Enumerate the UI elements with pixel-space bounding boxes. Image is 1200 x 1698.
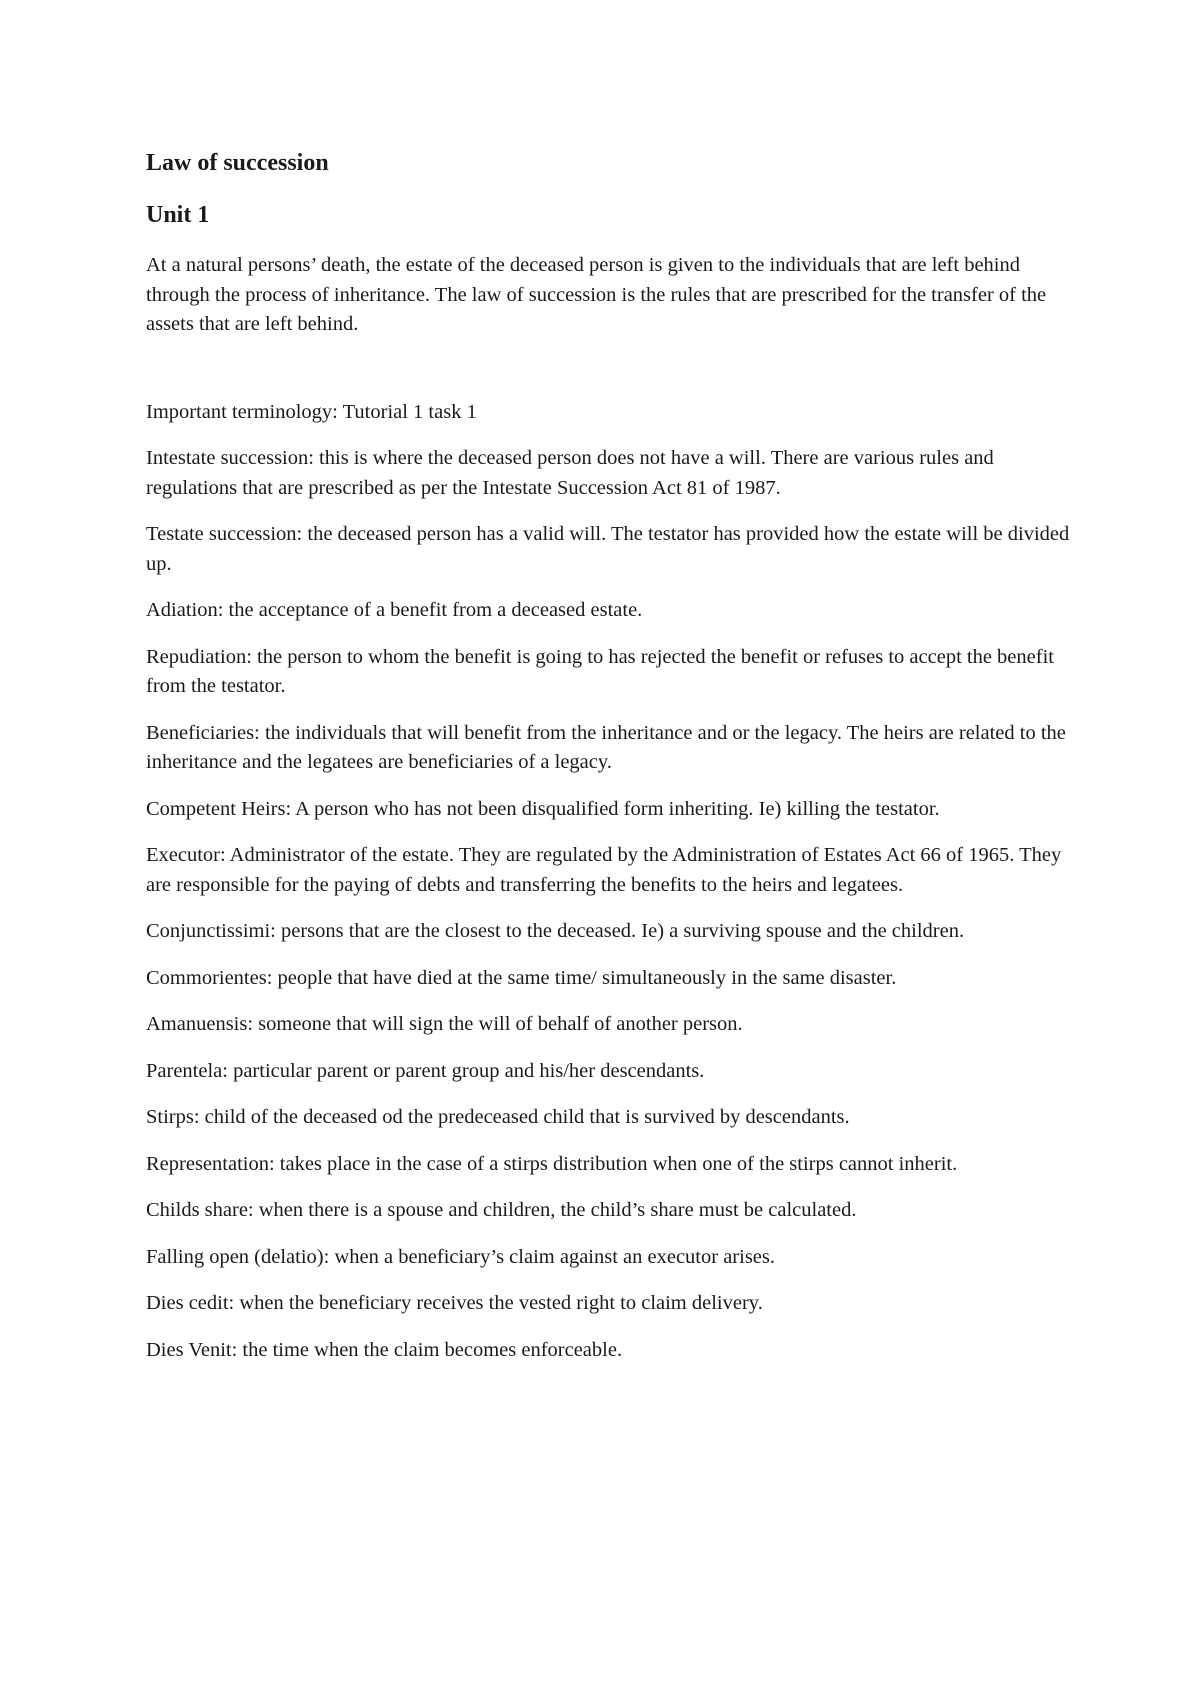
- term-dies-venit: Dies Venit: the time when the claim becomes enforceable.: [146, 1338, 623, 1361]
- term-conjunctissimi: Conjunctissimi: persons that are the closest to the deceased. Ie) a surviving spouse and the children.: [146, 920, 965, 942]
- term-falling-open: Falling open (delatio): when a beneficiary’s claim against an executor arises.: [146, 1245, 776, 1268]
- term-competent-heirs: Competent Heirs: A person who has not been disqualified form inheriting. Ie) killing the testator.: [146, 797, 940, 820]
- intro-paragraph: At a natural persons’ death, the estate of the deceased person is given to the individuals that are left behind through the process of inheritance. The law of succession is the rules that are prescribed for the transfer of the assets that are left behind.: [146, 254, 1047, 335]
- unit-heading: Unit 1: [146, 202, 210, 228]
- term-adiation: Adiation: the acceptance of a benefit from a deceased estate.: [146, 599, 643, 621]
- term-childs-share: Childs share: when there is a spouse and children, the child’s share must be calculated.: [146, 1199, 857, 1221]
- term-representation: Representation: takes place in the case of a stirps distribution when one of the stirps cannot inherit.: [146, 1152, 958, 1175]
- term-intestate-succession: Intestate succession: this is where the deceased person does not have a will. There are various rules and regulations that are prescribed as per the Intestate Succession Act 81 of 1987.: [146, 447, 994, 499]
- term-repudiation: Repudiation: the person to whom the benefit is going to has rejected the benefit or refuses to accept the benefit from the testator.: [146, 645, 1054, 697]
- term-dies-cedit: Dies cedit: when the beneficiary receives the vested right to claim delivery.: [146, 1292, 763, 1314]
- term-testate-succession: Testate succession: the deceased person has a valid will. The testator has provided how the estate will be divided up.: [146, 523, 1070, 575]
- term-amanuensis: Amanuensis: someone that will sign the will of behalf of another person.: [146, 1013, 743, 1035]
- term-beneficiaries: Beneficiaries: the individuals that will benefit from the inheritance and or the legacy. The heirs are related to the inheritance and the legatees are beneficiaries of a legacy.: [146, 721, 1066, 773]
- document-title: Law of succession: [146, 150, 329, 176]
- term-parentela: Parentela: particular parent or parent group and his/her descendants.: [146, 1059, 705, 1082]
- terminology-heading: Important terminology: Tutorial 1 task 1: [146, 400, 477, 423]
- term-stirps: Stirps: child of the deceased od the predeceased child that is survived by descendants.: [146, 1106, 850, 1128]
- term-executor: Executor: Administrator of the estate. They are regulated by the Administration of Estates Act 66 of 1965. They are responsible for the paying of debts and transferring the benefits to the heirs and legatees.: [146, 844, 1062, 896]
- term-commorientes: Commorientes: people that have died at the same time/ simultaneously in the same disaster.: [146, 966, 897, 989]
